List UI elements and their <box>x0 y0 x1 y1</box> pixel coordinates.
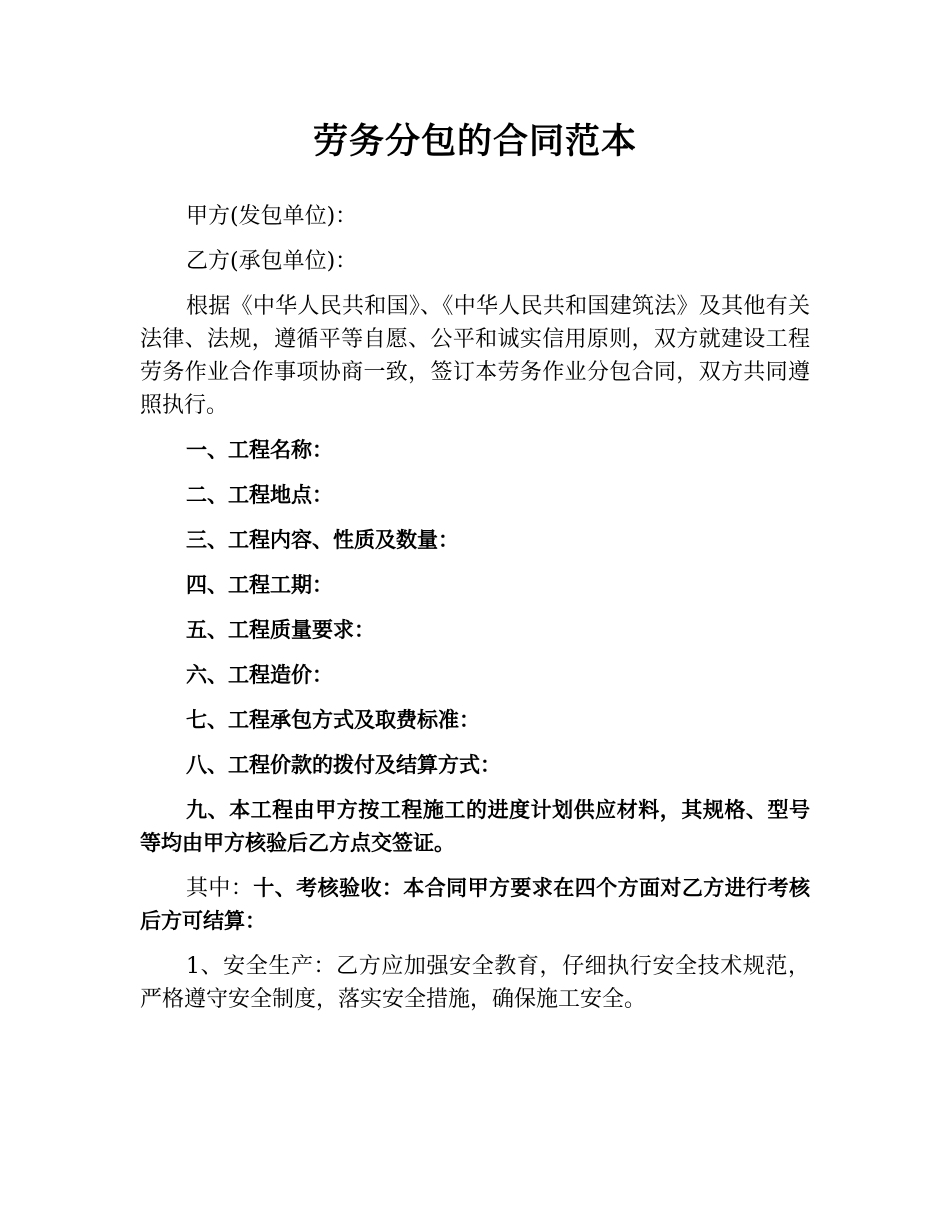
clause-9: 九、本工程由甲方按工程施工的进度计划供应材料，其规格、型号等均由甲方核验后乙方点交签证。 <box>140 798 810 855</box>
clause-2: 二、工程地点： <box>186 483 333 507</box>
document-body <box>140 200 810 1028</box>
item-1-safety: 1、安全生产：乙方应加强安全教育，仔细执行安全技术规范，严格遵守安全制度，落实安全措施，确保施工安全。 <box>140 954 810 1012</box>
clause-6: 六、工程造价： <box>186 663 333 687</box>
party-a-line: 甲方(发包单位)： <box>186 204 358 229</box>
party-b-line: 乙方(承包单位)： <box>186 249 358 274</box>
clause-4: 四、工程工期： <box>186 573 333 597</box>
clause-10 <box>140 872 810 938</box>
intro-paragraph: 根据《中华人民共和国》、《中华人民共和国建筑法》及其他有关法律、法规，遵循平等自愿、公平和诚实信用原则，双方就建设工程劳务作业合作事项协商一致，签订本劳务作业分包合同，双方共同遵照执行。 <box>140 294 810 418</box>
clause-3: 三、工程内容、性质及数量： <box>186 528 459 552</box>
document-title: 劳务分包的合同范本 <box>312 122 637 162</box>
clause-1: 一、工程名称： <box>186 438 333 462</box>
clause-10-prefix: 其中： <box>186 876 254 901</box>
clause-10-text: 十、考核验收：本合同甲方要求在四个方面对乙方进行考核后方可结算： <box>140 876 810 933</box>
clause-8: 八、工程价款的拨付及结算方式： <box>186 753 501 777</box>
clause-7: 七、工程承包方式及取费标准： <box>186 708 480 732</box>
clause-5: 五、工程质量要求： <box>186 618 375 642</box>
